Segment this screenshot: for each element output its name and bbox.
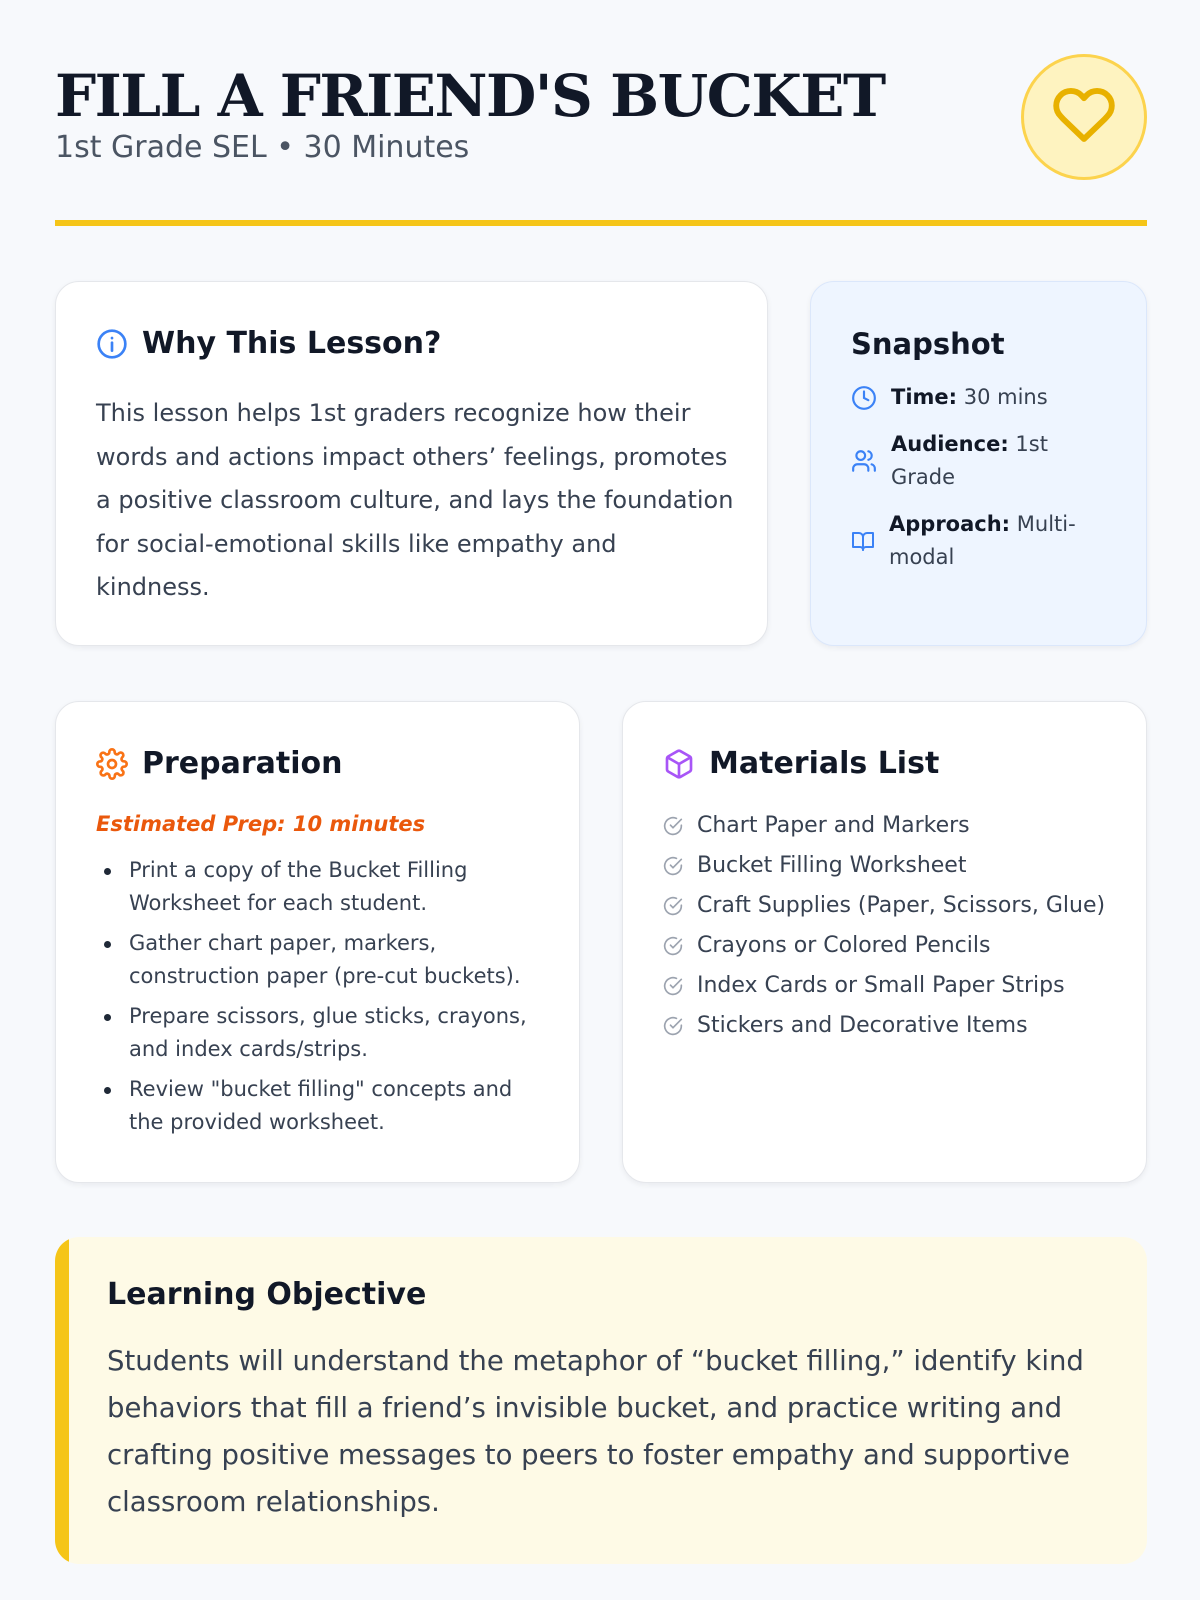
snapshot-row-approach (851, 508, 1079, 574)
clock-icon (851, 385, 877, 411)
material-label: Crayons or Colored Pencils (697, 933, 991, 958)
check-circle-icon (663, 976, 683, 996)
list-item (663, 1010, 1105, 1042)
prep-list (96, 854, 546, 1146)
objective-body: Students will understand the metaphor of “bucket filling,” identify kind behaviors that fill a friend’s invisible bucket, and practice writing and crafting positive messages to peers to foster empathy and supportive classroom relationships. (107, 1345, 1084, 1518)
why-title: Why This Lesson? (142, 326, 442, 361)
page-subtitle: 1st Grade SEL • 30 Minutes (55, 130, 470, 165)
check-circle-icon (663, 896, 683, 916)
snapshot-card (810, 281, 1147, 646)
heart-icon (1052, 83, 1116, 151)
heart-badge (1021, 54, 1147, 180)
snapshot-time-value: 30 mins (963, 385, 1048, 409)
preparation-title-row (96, 744, 342, 784)
materials-title-row (663, 744, 939, 784)
check-circle-icon (663, 816, 683, 836)
check-circle-icon (663, 936, 683, 956)
list-item (663, 850, 1105, 882)
list-item: Print a copy of the Bucket Filling Worksheet for each student. (96, 854, 546, 920)
material-label: Stickers and Decorative Items (697, 1013, 1028, 1038)
materials-title: Materials List (709, 746, 940, 781)
snapshot-title: Snapshot (851, 327, 1005, 361)
why-title-row (96, 324, 441, 364)
cube-icon (663, 748, 695, 780)
why-body: This lesson helps 1st graders recognize how their words and actions impact others’ feelings, promotes a positive classroom culture, and lays the foundation for social-emotional skills like empathy and kindness. (96, 399, 734, 601)
snapshot-audience-label: Audience: (891, 432, 1009, 456)
lesson-page (55, 0, 1147, 1600)
list-item: Gather chart paper, markers, construction paper (pre-cut buckets). (96, 927, 546, 993)
snapshot-row-audience (851, 428, 1081, 494)
objective-accent-bar (55, 1237, 69, 1564)
book-open-icon (851, 529, 875, 553)
prep-estimate: Estimated Prep: 10 minutes (96, 812, 426, 836)
check-circle-icon (663, 1016, 683, 1036)
objective-title: Learning Objective (107, 1277, 427, 1312)
why-card (55, 281, 768, 646)
list-item: Prepare scissors, glue sticks, crayons, and index cards/strips. (96, 1000, 546, 1066)
materials-list (663, 810, 1105, 1050)
gear-icon (96, 748, 128, 780)
list-item (663, 810, 1105, 842)
list-item: Review "bucket filling" concepts and the provided worksheet. (96, 1073, 546, 1139)
check-circle-icon (663, 856, 683, 876)
material-label: Craft Supplies (Paper, Scissors, Glue) (697, 893, 1106, 918)
snapshot-row-time (851, 381, 1081, 414)
list-item (663, 970, 1105, 1002)
material-label: Index Cards or Small Paper Strips (697, 973, 1065, 998)
list-item (663, 930, 1105, 962)
snapshot-audience-value: 1st Grade (891, 432, 1048, 489)
learning-objective-card (55, 1237, 1147, 1564)
snapshot-time-label: Time: (891, 385, 958, 409)
materials-card (622, 701, 1147, 1183)
page-title: FILL A FRIEND'S BUCKET (55, 62, 885, 130)
page-header (55, 62, 1147, 182)
snapshot-approach-label: Approach: (889, 512, 1011, 536)
info-icon (96, 328, 128, 360)
material-label: Chart Paper and Markers (697, 813, 970, 838)
preparation-title: Preparation (142, 746, 343, 781)
users-icon (851, 448, 877, 474)
preparation-card (55, 701, 580, 1183)
snapshot-approach-value: Multi-modal (889, 512, 1076, 569)
material-label: Bucket Filling Worksheet (697, 853, 967, 878)
list-item (663, 890, 1105, 922)
header-divider (55, 220, 1147, 226)
